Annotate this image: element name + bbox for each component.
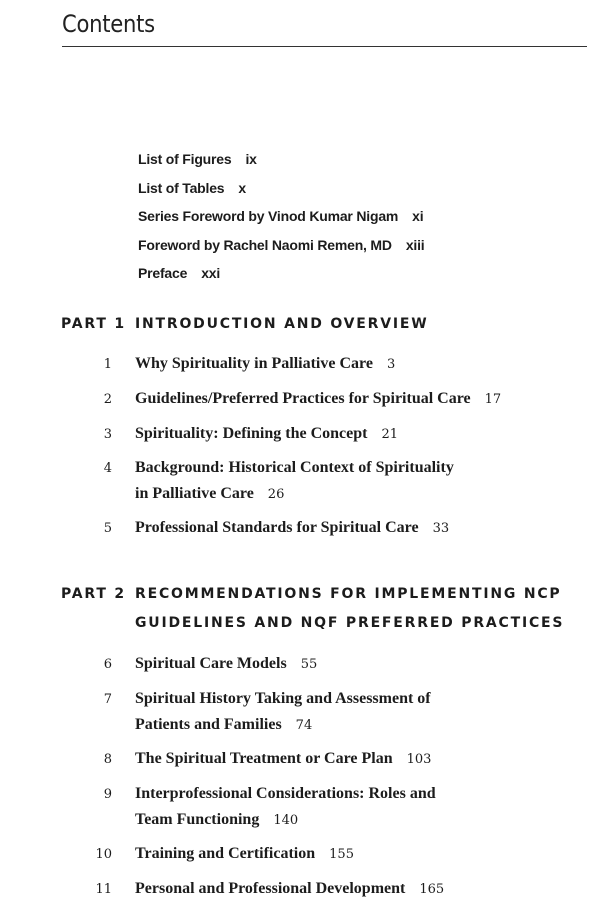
chapter-number: 6: [103, 657, 112, 672]
part-title[interactable]: INTRODUCTION AND OVERVIEW: [135, 316, 429, 332]
chapter-number: 8: [103, 752, 112, 767]
chapter-number: 9: [103, 787, 112, 802]
chapter-page: 55: [300, 657, 318, 672]
entry-title: Series Foreword by Vinod Kumar Nigam: [138, 208, 399, 224]
entry-title: List of Tables: [138, 180, 225, 196]
chapter-page: 140: [273, 813, 299, 828]
chapter-entry[interactable]: [135, 880, 444, 898]
chapter-title: Spirituality: Defining the Concept: [135, 425, 368, 442]
chapter-number: 3: [103, 427, 112, 442]
chapter-entry[interactable]: [135, 459, 454, 477]
entry-title: List of Figures: [138, 151, 232, 167]
entry-page: xxi: [201, 265, 221, 281]
chapter-page: 103: [406, 752, 432, 767]
part-title-continuation[interactable]: GUIDELINES AND NQF PREFERRED PRACTICES: [135, 615, 565, 631]
chapter-title: Personal and Professional Development: [135, 880, 406, 897]
entry-title: Preface: [138, 265, 188, 281]
entry-title: Foreword by Rachel Naomi Remen, MD: [138, 237, 392, 253]
chapter-page: 165: [419, 882, 445, 897]
chapter-entry[interactable]: [135, 390, 501, 408]
entry-page: xiii: [405, 237, 425, 253]
part-label: PART 1: [61, 316, 126, 332]
chapter-number: 7: [103, 692, 112, 707]
front-matter-entry[interactable]: [138, 180, 246, 196]
chapter-entry[interactable]: [135, 425, 398, 443]
chapter-number: 10: [95, 847, 112, 862]
part-label: PART 2: [61, 586, 126, 602]
chapter-entry[interactable]: [135, 355, 395, 373]
chapter-number: 11: [95, 882, 112, 897]
front-matter-entry[interactable]: [138, 265, 220, 281]
chapter-page: 33: [432, 521, 450, 536]
chapter-number: 1: [103, 357, 112, 372]
chapter-entry[interactable]: [135, 750, 431, 768]
chapter-title: Patients and Families: [135, 716, 282, 733]
chapter-entry[interactable]: [135, 690, 431, 708]
chapter-entry[interactable]: [135, 785, 436, 803]
chapter-title: Training and Certification: [135, 845, 316, 862]
chapter-entry[interactable]: [135, 519, 449, 537]
chapter-page: 21: [381, 427, 398, 442]
chapter-title: Spiritual Care Models: [135, 655, 287, 672]
chapter-entry-continuation[interactable]: [135, 716, 312, 734]
entry-page: x: [238, 180, 246, 196]
chapter-title: Why Spirituality in Palliative Care: [135, 355, 373, 372]
chapter-number: 4: [103, 461, 112, 476]
chapter-title: Team Functioning: [135, 811, 260, 828]
chapter-page: 26: [267, 487, 285, 502]
chapter-title: Interprofessional Considerations: Roles and: [135, 785, 436, 802]
chapter-entry[interactable]: [135, 655, 317, 673]
page-title: Contents: [62, 10, 155, 38]
front-matter-entry[interactable]: [138, 151, 257, 167]
chapter-entry-continuation[interactable]: [135, 485, 284, 503]
entry-page: ix: [245, 151, 257, 167]
chapter-entry[interactable]: [135, 845, 354, 863]
chapter-title: Guidelines/Preferred Practices for Spiritual Care: [135, 390, 471, 407]
title-divider: [62, 46, 587, 47]
chapter-page: 3: [386, 357, 396, 372]
chapter-number: 5: [103, 521, 112, 536]
chapter-title: Spiritual History Taking and Assessment of: [135, 690, 431, 707]
chapter-page: 17: [484, 392, 502, 407]
chapter-title: Professional Standards for Spiritual Care: [135, 519, 419, 536]
front-matter-entry[interactable]: [138, 208, 423, 224]
chapter-entry-continuation[interactable]: [135, 811, 298, 829]
chapter-number: 2: [103, 392, 112, 407]
chapter-title: Background: Historical Context of Spirituality: [135, 459, 454, 476]
chapter-title: The Spiritual Treatment or Care Plan: [135, 750, 393, 767]
part-title[interactable]: RECOMMENDATIONS FOR IMPLEMENTING NCP: [135, 586, 562, 602]
chapter-title: in Palliative Care: [135, 485, 254, 502]
chapter-page: 74: [295, 718, 313, 733]
chapter-page: 155: [329, 847, 354, 862]
entry-page: xi: [412, 208, 424, 224]
front-matter-entry[interactable]: [138, 237, 424, 253]
